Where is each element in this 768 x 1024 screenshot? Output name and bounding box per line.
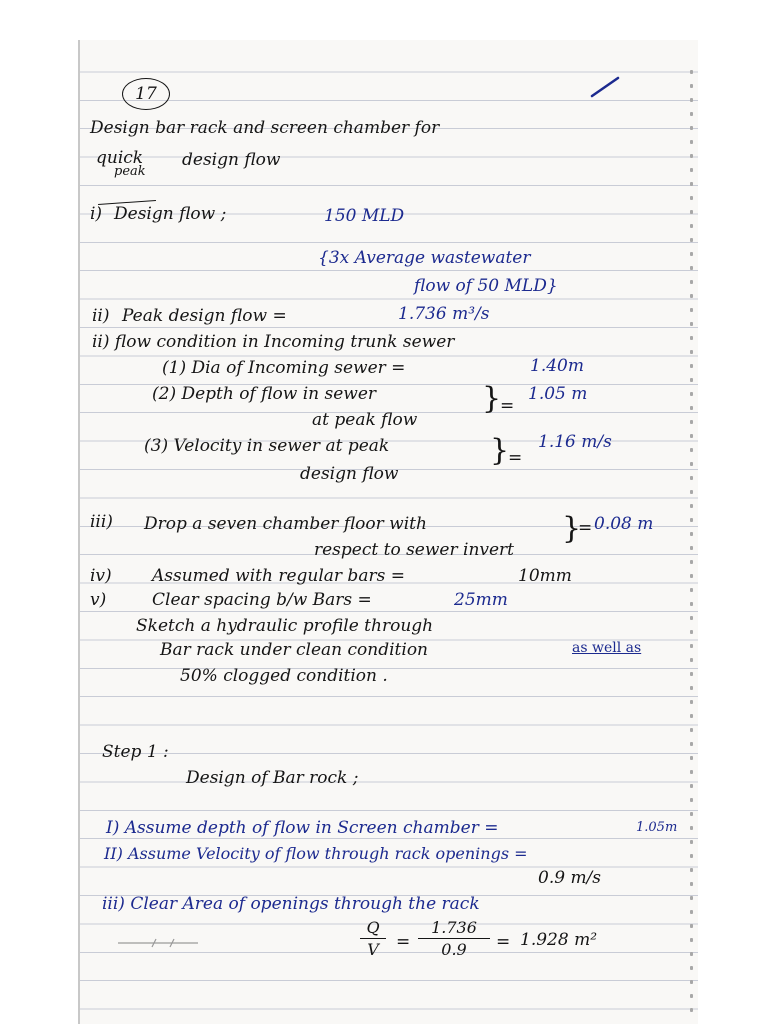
binding-hole (690, 700, 693, 704)
binding-hole (690, 168, 693, 172)
binding-hole (690, 588, 693, 592)
item-v-value: 25mm (454, 590, 508, 610)
item-i-value: 150 MLD (324, 206, 405, 226)
binding-hole (690, 546, 693, 550)
condition-2-equals: = (500, 396, 515, 416)
tick-mark-icon (590, 76, 620, 98)
binding-hole (690, 322, 693, 326)
binding-hole (690, 770, 693, 774)
binding-hole (690, 420, 693, 424)
area-result: 1.928 m² (520, 930, 598, 950)
equals-sign: = (396, 932, 411, 952)
fraction-numerator: 1.736 (431, 918, 477, 937)
binding-hole (690, 994, 693, 998)
item-iv-text: Assumed with regular bars = (152, 566, 405, 586)
fraction-q-over-v (360, 918, 386, 959)
condition-3-equals: = (508, 448, 523, 468)
binding-hole (690, 364, 693, 368)
binding-hole (690, 742, 693, 746)
title-line-1: Design bar rack and screen chamber for (90, 118, 440, 138)
title-line-2: design flow (182, 150, 281, 170)
binding-holes (680, 70, 698, 1020)
binding-hole (690, 406, 693, 410)
binding-hole (690, 854, 693, 858)
item-iv-value: 10mm (518, 566, 572, 586)
binding-hole (690, 826, 693, 830)
binding-hole (690, 882, 693, 886)
binding-hole (690, 462, 693, 466)
binding-hole (690, 938, 693, 942)
binding-hole (690, 112, 693, 116)
item-iii-equals: = (578, 518, 593, 538)
item-i-note-1: {3x Average wastewater (318, 248, 531, 268)
equals-sign: = (496, 932, 511, 952)
pencil-mark (116, 938, 200, 948)
binding-hole (690, 686, 693, 690)
binding-hole (690, 504, 693, 508)
item-i-text: Design flow ; (114, 204, 227, 224)
binding-hole (690, 140, 693, 144)
binding-hole (690, 154, 693, 158)
fraction-denominator: V (367, 940, 379, 959)
binding-hole (690, 714, 693, 718)
binding-hole (690, 448, 693, 452)
item-v-text: Clear spacing b/w Bars = (152, 590, 372, 610)
binding-hole (690, 434, 693, 438)
binding-hole (690, 392, 693, 396)
binding-hole (690, 616, 693, 620)
binding-hole (690, 84, 693, 88)
binding-hole (690, 644, 693, 648)
binding-hole (690, 210, 693, 214)
item-iii-value: 0.08 m (594, 514, 654, 534)
brace: } (482, 381, 502, 416)
binding-hole (690, 924, 693, 928)
binding-hole (690, 868, 693, 872)
flow-condition-heading: ii) flow condition in Incoming trunk sewer (92, 332, 455, 352)
binding-hole (690, 896, 693, 900)
title-insert-word: peak (114, 164, 146, 179)
binding-hole (690, 252, 693, 256)
binding-hole (690, 980, 693, 984)
binding-hole (690, 238, 693, 242)
item-ii-text: Peak design flow = (122, 306, 287, 326)
binding-hole (690, 518, 693, 522)
binding-hole (690, 308, 693, 312)
binding-hole (690, 630, 693, 634)
item-i-label: i) (90, 204, 103, 224)
binding-hole (690, 126, 693, 130)
step-1-item-1-value: 1.05m (636, 820, 678, 835)
sketch-line-1: Sketch a hydraulic profile through (136, 616, 434, 636)
page-number-circle: 17 (122, 78, 170, 110)
binding-hole (690, 560, 693, 564)
binding-hole (690, 756, 693, 760)
condition-2-text-2: at peak flow (312, 410, 418, 430)
binding-hole (690, 182, 693, 186)
item-v-label: v) (90, 590, 107, 610)
binding-hole (690, 952, 693, 956)
item-i-note-2: flow of 50 MLD} (414, 276, 558, 296)
step-1-heading: Step 1 : (102, 742, 169, 762)
condition-1-text: (1) Dia of Incoming sewer = (162, 358, 406, 378)
fraction-bar (360, 938, 386, 939)
fraction-values (418, 918, 490, 959)
binding-hole (690, 70, 693, 74)
condition-3-text-2: design flow (300, 464, 399, 484)
binding-hole (690, 378, 693, 382)
item-iii-label: iii) (90, 512, 113, 532)
step-1-subheading: Design of Bar rock ; (186, 768, 359, 788)
binding-hole (690, 476, 693, 480)
sketch-line-2-insert: as well as (572, 640, 642, 656)
fraction-numerator: Q (366, 918, 380, 937)
item-iii-text: Drop a seven chamber floor with (144, 514, 427, 534)
binding-hole (690, 490, 693, 494)
step-1-item-3: iii) Clear Area of openings through the rack (102, 894, 480, 914)
condition-2-text: (2) Depth of flow in sewer (152, 384, 377, 404)
binding-hole (690, 658, 693, 662)
sketch-line-2: Bar rack under clean condition (160, 640, 428, 660)
binding-hole (690, 224, 693, 228)
item-iv-label: iv) (90, 566, 112, 586)
step-1-item-2: II) Assume Velocity of flow through rack openings = (104, 844, 528, 863)
binding-hole (690, 98, 693, 102)
binding-hole (690, 602, 693, 606)
notebook-page (78, 40, 698, 1024)
binding-hole (690, 266, 693, 270)
binding-hole (690, 532, 693, 536)
binding-hole (690, 672, 693, 676)
item-ii-label: ii) (92, 306, 110, 326)
binding-hole (690, 910, 693, 914)
binding-hole (690, 840, 693, 844)
sketch-line-3: 50% clogged condition . (180, 666, 388, 686)
title-struck-word: quick (96, 148, 144, 168)
binding-hole (690, 966, 693, 970)
brace: } (490, 433, 510, 468)
binding-hole (690, 574, 693, 578)
binding-hole (690, 812, 693, 816)
binding-hole (690, 196, 693, 200)
item-ii-value: 1.736 m³/s (398, 304, 490, 324)
condition-3-text: (3) Velocity in sewer at peak (144, 436, 390, 456)
binding-hole (690, 728, 693, 732)
condition-1-value: 1.40m (530, 356, 584, 376)
fraction-denominator: 0.9 (441, 940, 467, 959)
binding-hole (690, 798, 693, 802)
binding-hole (690, 336, 693, 340)
step-1-item-1: I) Assume depth of flow in Screen chamber = (106, 818, 499, 838)
fraction-bar (418, 938, 490, 939)
binding-hole (690, 280, 693, 284)
condition-2-value: 1.05 m (528, 384, 588, 404)
brace: } (562, 511, 582, 546)
condition-3-value: 1.16 m/s (538, 432, 612, 452)
binding-hole (690, 294, 693, 298)
binding-hole (690, 784, 693, 788)
item-iii-text-2: respect to sewer invert (314, 540, 515, 560)
step-1-item-2-value: 0.9 m/s (538, 868, 602, 888)
binding-hole (690, 1008, 693, 1012)
binding-hole (690, 350, 693, 354)
